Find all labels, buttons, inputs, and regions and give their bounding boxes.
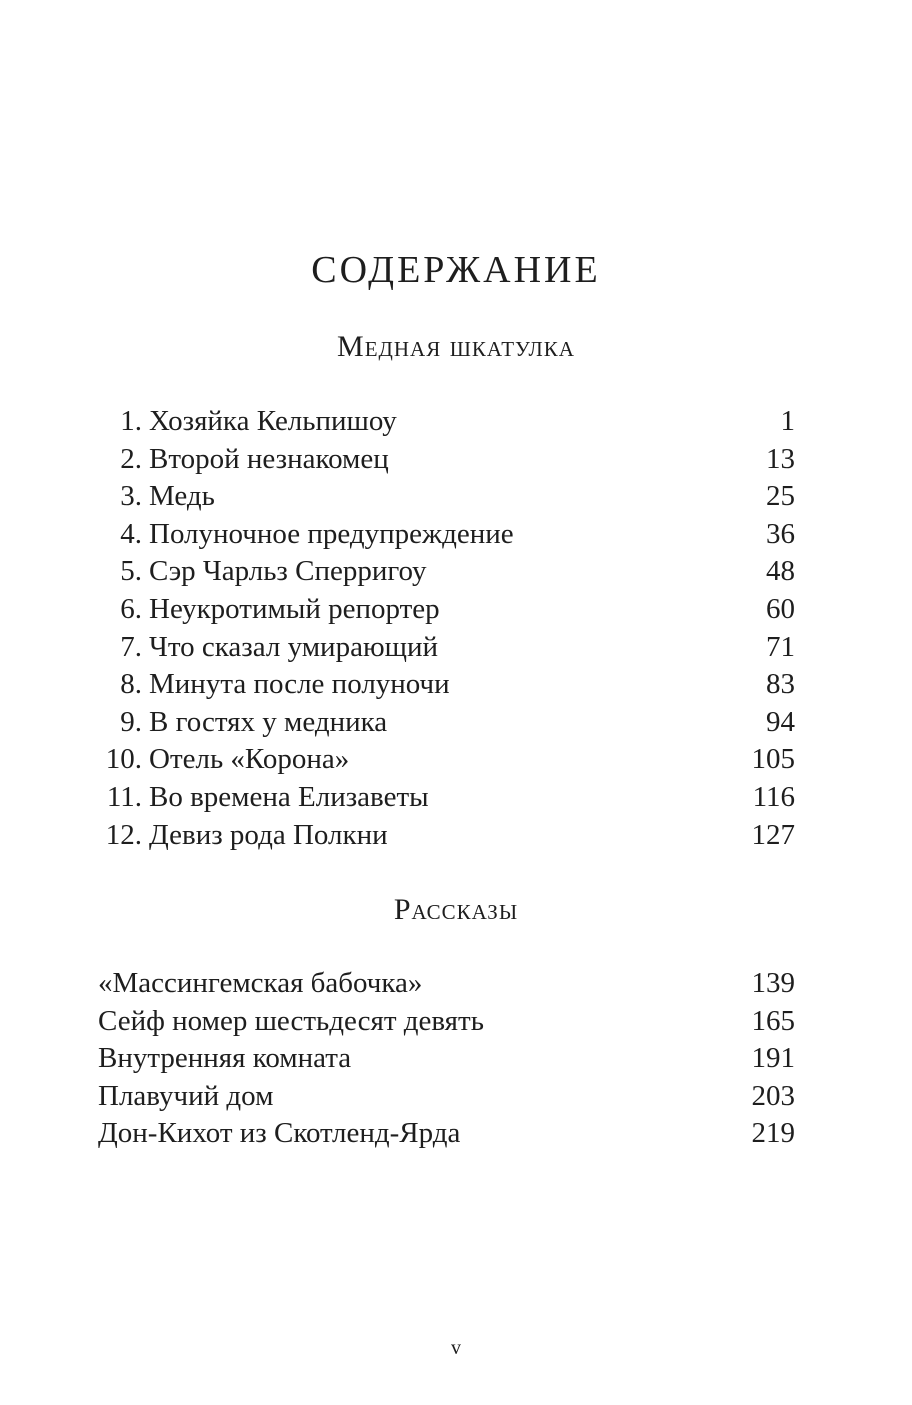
toc-list-stories <box>98 965 795 1153</box>
toc-entry[interactable] <box>98 704 795 742</box>
chapter-title: Во времена Елизаветы <box>149 780 429 813</box>
chapter-title: Девиз рода Полкни <box>149 818 388 851</box>
toc-entry[interactable] <box>98 441 795 479</box>
page-number: 165 <box>751 1004 795 1037</box>
toc-entry[interactable] <box>98 779 795 817</box>
chapter-number: 10. <box>105 743 142 776</box>
toc-entry[interactable] <box>98 516 795 554</box>
chapter-number: 11. <box>106 780 142 813</box>
page-number: 127 <box>751 818 795 851</box>
page-number: 25 <box>766 480 795 513</box>
toc-entry[interactable] <box>98 817 795 855</box>
story-title: Дон-Кихот из Скотленд-Ярда <box>98 1117 461 1150</box>
chapter-number: 5. <box>120 555 142 588</box>
chapter-number: 6. <box>120 592 142 625</box>
chapter-title: Медь <box>149 480 215 513</box>
page-number: 36 <box>766 517 795 550</box>
chapter-number: 8. <box>120 668 142 701</box>
page-number: 94 <box>766 705 795 738</box>
story-title: Плавучий дом <box>98 1079 274 1112</box>
chapter-title: Отель «Корона» <box>149 743 350 776</box>
chapter-number: 4. <box>120 517 142 550</box>
chapter-number: 12. <box>105 818 142 851</box>
page-number: 219 <box>751 1117 795 1150</box>
toc-entry[interactable] <box>98 741 795 779</box>
toc-entry[interactable] <box>98 629 795 667</box>
toc-entry[interactable] <box>98 591 795 629</box>
section-title-copper-box: Медная шкатулка <box>337 330 575 363</box>
toc-entry[interactable] <box>98 1078 795 1116</box>
toc-entry[interactable] <box>98 403 795 441</box>
page-number: 105 <box>751 743 795 776</box>
page-folio: v <box>451 1337 461 1359</box>
toc-entry[interactable] <box>98 1003 795 1041</box>
page-number: 203 <box>751 1079 795 1112</box>
page-number: 48 <box>766 555 795 588</box>
chapter-number: 3. <box>120 480 142 513</box>
page-title: СОДЕРЖАНИЕ <box>311 249 601 291</box>
toc-entry[interactable] <box>98 1115 795 1153</box>
story-title: Внутренняя комната <box>98 1042 352 1075</box>
toc-entry[interactable] <box>98 965 795 1003</box>
chapter-title: В гостях у медника <box>149 705 388 738</box>
chapter-number: 7. <box>120 630 142 663</box>
chapter-title: Сэр Чарльз Сперригоу <box>149 555 427 588</box>
story-title: «Массингемская бабочка» <box>98 967 423 999</box>
chapter-title: Неукротимый репортер <box>149 592 440 625</box>
page-number: 139 <box>751 967 795 999</box>
page-number: 191 <box>751 1042 795 1075</box>
toc-entry[interactable] <box>98 666 795 704</box>
chapter-title: Хозяйка Кельпишоу <box>149 405 397 437</box>
toc-entry[interactable] <box>98 553 795 591</box>
page-number: 13 <box>766 442 795 475</box>
page-number: 83 <box>766 668 795 701</box>
section-title-stories: Рассказы <box>393 893 519 926</box>
chapter-title: Минута после полуночи <box>149 668 450 701</box>
page-number: 71 <box>766 630 795 663</box>
toc-entry[interactable] <box>98 478 795 516</box>
chapter-title: Полуночное предупреждение <box>149 517 514 550</box>
story-title: Сейф номер шестьдесят девять <box>98 1004 484 1037</box>
chapter-title: Второй незнакомец <box>149 442 389 475</box>
chapter-number: 1. <box>120 405 142 437</box>
toc-list-novel <box>98 403 795 854</box>
page-number: 1 <box>780 405 795 437</box>
chapter-number: 9. <box>120 705 142 738</box>
chapter-number: 2. <box>120 442 142 475</box>
page-number: 60 <box>766 592 795 625</box>
chapter-title: Что сказал умирающий <box>149 630 438 663</box>
page-number: 116 <box>752 780 795 813</box>
toc-entry[interactable] <box>98 1040 795 1078</box>
